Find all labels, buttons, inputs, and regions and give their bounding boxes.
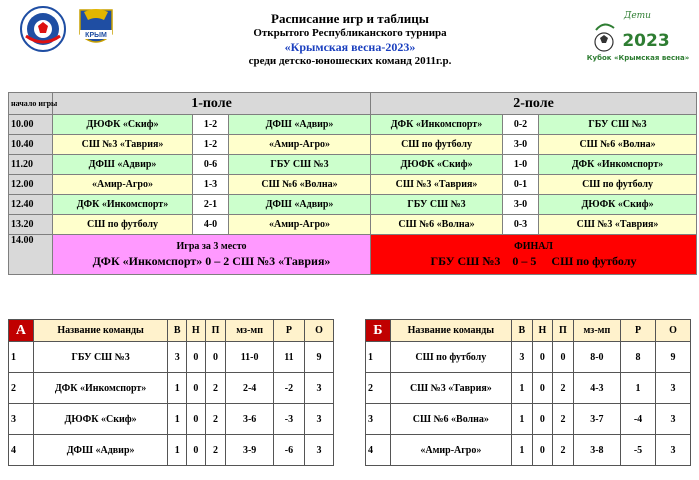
field1-home-team: ДФК «Инкомспорт»: [53, 195, 193, 215]
svg-text:Дети: Дети: [624, 11, 651, 21]
draws: 0: [532, 404, 553, 435]
goals: 2-4: [226, 373, 274, 404]
goal-diff: -4: [621, 404, 656, 435]
table-row: [366, 342, 691, 373]
wins: 1: [168, 435, 187, 466]
col-wins: В: [168, 320, 187, 342]
points: 3: [655, 404, 690, 435]
points: 3: [304, 373, 333, 404]
losses: 0: [205, 342, 226, 373]
match-time: 12.40: [9, 195, 53, 215]
losses: 2: [553, 404, 574, 435]
field2-away-team: ДЮФК «Скиф»: [539, 195, 697, 215]
field2-away-team: СШ по футболу: [539, 175, 697, 195]
field1-score: 1-2: [193, 135, 229, 155]
schedule-row: [9, 195, 697, 215]
goal-diff: -6: [273, 435, 304, 466]
field2-home-team: ДЮФК «Скиф»: [371, 155, 503, 175]
wins: 3: [168, 342, 187, 373]
losses: 2: [205, 435, 226, 466]
field2-home-team: СШ №6 «Волна»: [371, 215, 503, 235]
team-name: ГБУ СШ №3: [33, 342, 168, 373]
field2-score: 3-0: [503, 195, 539, 215]
goal-diff: -2: [273, 373, 304, 404]
place: 3: [366, 404, 391, 435]
col-draws: Н: [187, 320, 206, 342]
schedule-table: [8, 92, 697, 275]
schedule-row: [9, 115, 697, 135]
losses: 0: [553, 342, 574, 373]
schedule-row: [9, 135, 697, 155]
field1-score: 1-2: [193, 115, 229, 135]
time-column-header: начало игры: [9, 93, 53, 115]
place: 2: [9, 373, 34, 404]
field2-away-team: ДФК «Инкомспорт»: [539, 155, 697, 175]
goals: 8-0: [573, 342, 620, 373]
goal-diff: -5: [621, 435, 656, 466]
table-row: [9, 435, 334, 466]
field1-away-team: ДФШ «Адвир»: [229, 115, 371, 135]
draws: 0: [532, 342, 553, 373]
schedule-row: [9, 215, 697, 235]
field1-home-team: ДЮФК «Скиф»: [53, 115, 193, 135]
points: 3: [304, 404, 333, 435]
field2-home-team: СШ по футболу: [371, 135, 503, 155]
field-1-header: 1-поле: [53, 93, 371, 115]
schedule-row: [9, 175, 697, 195]
col-team: Название команды: [390, 320, 511, 342]
col-diff: Р: [273, 320, 304, 342]
col-points: О: [304, 320, 333, 342]
points: 9: [304, 342, 333, 373]
team-name: СШ №6 «Волна»: [390, 404, 511, 435]
place: 1: [9, 342, 34, 373]
field1-home-team: СШ №3 «Таврия»: [53, 135, 193, 155]
table-row: [366, 435, 691, 466]
goals: 3-7: [573, 404, 620, 435]
points: 3: [655, 435, 690, 466]
svg-text:Кубок «Крымская весна»: Кубок «Крымская весна»: [586, 54, 690, 62]
goals: 3-9: [226, 435, 274, 466]
page-header: [200, 12, 500, 68]
final-title: ФИНАЛ: [514, 240, 553, 252]
group-letter: А: [9, 320, 34, 342]
match-time: 10.40: [9, 135, 53, 155]
field1-score: 2-1: [193, 195, 229, 215]
field1-score: 0-6: [193, 155, 229, 175]
match-time: 12.00: [9, 175, 53, 195]
col-losses: П: [553, 320, 574, 342]
field1-away-team: СШ №6 «Волна»: [229, 175, 371, 195]
bronze-match: [53, 235, 371, 275]
table-row: [9, 404, 334, 435]
goals: 3-8: [573, 435, 620, 466]
field2-away-team: СШ №6 «Волна»: [539, 135, 697, 155]
team-name: «Амир-Агро»: [390, 435, 511, 466]
cup-krymskaya-vesna-logo: [586, 2, 690, 66]
field1-home-team: «Амир-Агро»: [53, 175, 193, 195]
team-name: СШ №3 «Таврия»: [390, 373, 511, 404]
table-row: [9, 373, 334, 404]
goals: 11-0: [226, 342, 274, 373]
field1-home-team: СШ по футболу: [53, 215, 193, 235]
playoff-row: [9, 235, 697, 275]
football-federation-logo: [20, 6, 66, 52]
col-losses: П: [205, 320, 226, 342]
col-goals: мз-мп: [226, 320, 274, 342]
field2-home-team: СШ №3 «Таврия»: [371, 175, 503, 195]
group-a-table: [8, 319, 334, 466]
svg-text:КРЫМ: КРЫМ: [85, 32, 107, 39]
group-b-table: [365, 319, 691, 466]
field2-home-team: ДФК «Инкомспорт»: [371, 115, 503, 135]
goals: 4-3: [573, 373, 620, 404]
final-match: [371, 235, 697, 275]
subtitle: Открытого Республиканского турнира: [253, 27, 447, 39]
points: 3: [655, 373, 690, 404]
goals: 3-6: [226, 404, 274, 435]
draws: 0: [187, 342, 206, 373]
team-name: ДФШ «Адвир»: [33, 435, 168, 466]
field2-score: 3-0: [503, 135, 539, 155]
losses: 2: [553, 373, 574, 404]
wins: 3: [512, 342, 533, 373]
field1-score: 4-0: [193, 215, 229, 235]
draws: 0: [532, 435, 553, 466]
match-time: 13.20: [9, 215, 53, 235]
field2-home-team: ГБУ СШ №3: [371, 195, 503, 215]
title: Расписание игр и таблицы: [271, 11, 429, 26]
field1-away-team: «Амир-Агро»: [229, 135, 371, 155]
final-result: ГБУ СШ №3 0 – 5 СШ по футболу: [430, 253, 637, 268]
field-2-header: 2-поле: [371, 93, 697, 115]
wins: 1: [168, 373, 187, 404]
field2-away-team: ГБУ СШ №3: [539, 115, 697, 135]
field2-score: 0-1: [503, 175, 539, 195]
svg-text:2023: 2023: [622, 31, 670, 51]
wins: 1: [512, 373, 533, 404]
team-name: СШ по футболу: [390, 342, 511, 373]
draws: 0: [187, 435, 206, 466]
match-time: 11.20: [9, 155, 53, 175]
field1-score: 1-3: [193, 175, 229, 195]
schedule-row: [9, 155, 697, 175]
losses: 2: [205, 373, 226, 404]
field1-away-team: «Амир-Агро»: [229, 215, 371, 235]
table-row: [9, 342, 334, 373]
bronze-title: Игра за 3 место: [176, 240, 247, 252]
goal-diff: -3: [273, 404, 304, 435]
col-draws: Н: [532, 320, 553, 342]
table-row: [366, 373, 691, 404]
col-points: О: [655, 320, 690, 342]
goal-diff: 1: [621, 373, 656, 404]
wins: 1: [512, 404, 533, 435]
place: 1: [366, 342, 391, 373]
group-letter: Б: [366, 320, 391, 342]
col-team: Название команды: [33, 320, 168, 342]
field2-away-team: СШ №3 «Таврия»: [539, 215, 697, 235]
tournament-name: «Крымская весна-2023»: [284, 40, 416, 54]
draws: 0: [187, 373, 206, 404]
place: 3: [9, 404, 34, 435]
col-wins: В: [512, 320, 533, 342]
field1-away-team: ГБУ СШ №3: [229, 155, 371, 175]
points: 3: [304, 435, 333, 466]
points: 9: [655, 342, 690, 373]
field1-away-team: ДФШ «Адвир»: [229, 195, 371, 215]
wins: 1: [168, 404, 187, 435]
goal-diff: 8: [621, 342, 656, 373]
playoff-time: 14.00: [9, 235, 53, 275]
field2-score: 0-3: [503, 215, 539, 235]
draws: 0: [532, 373, 553, 404]
place: 4: [366, 435, 391, 466]
team-name: ДФК «Инкомспорт»: [33, 373, 168, 404]
goal-diff: 11: [273, 342, 304, 373]
table-row: [366, 404, 691, 435]
draws: 0: [187, 404, 206, 435]
wins: 1: [512, 435, 533, 466]
field1-home-team: ДФШ «Адвир»: [53, 155, 193, 175]
place: 4: [9, 435, 34, 466]
losses: 2: [205, 404, 226, 435]
place: 2: [366, 373, 391, 404]
match-time: 10.00: [9, 115, 53, 135]
col-diff: Р: [621, 320, 656, 342]
losses: 2: [553, 435, 574, 466]
team-name: ДЮФК «Скиф»: [33, 404, 168, 435]
col-goals: мз-мп: [573, 320, 620, 342]
age-group: среди детско-юношеских команд 2011г.р.: [248, 55, 452, 67]
field2-score: 1-0: [503, 155, 539, 175]
bronze-result: ДФК «Инкомспорт» 0 – 2 СШ №3 «Таврия»: [92, 253, 331, 268]
field2-score: 0-2: [503, 115, 539, 135]
krym-lion-logo: [74, 4, 118, 52]
